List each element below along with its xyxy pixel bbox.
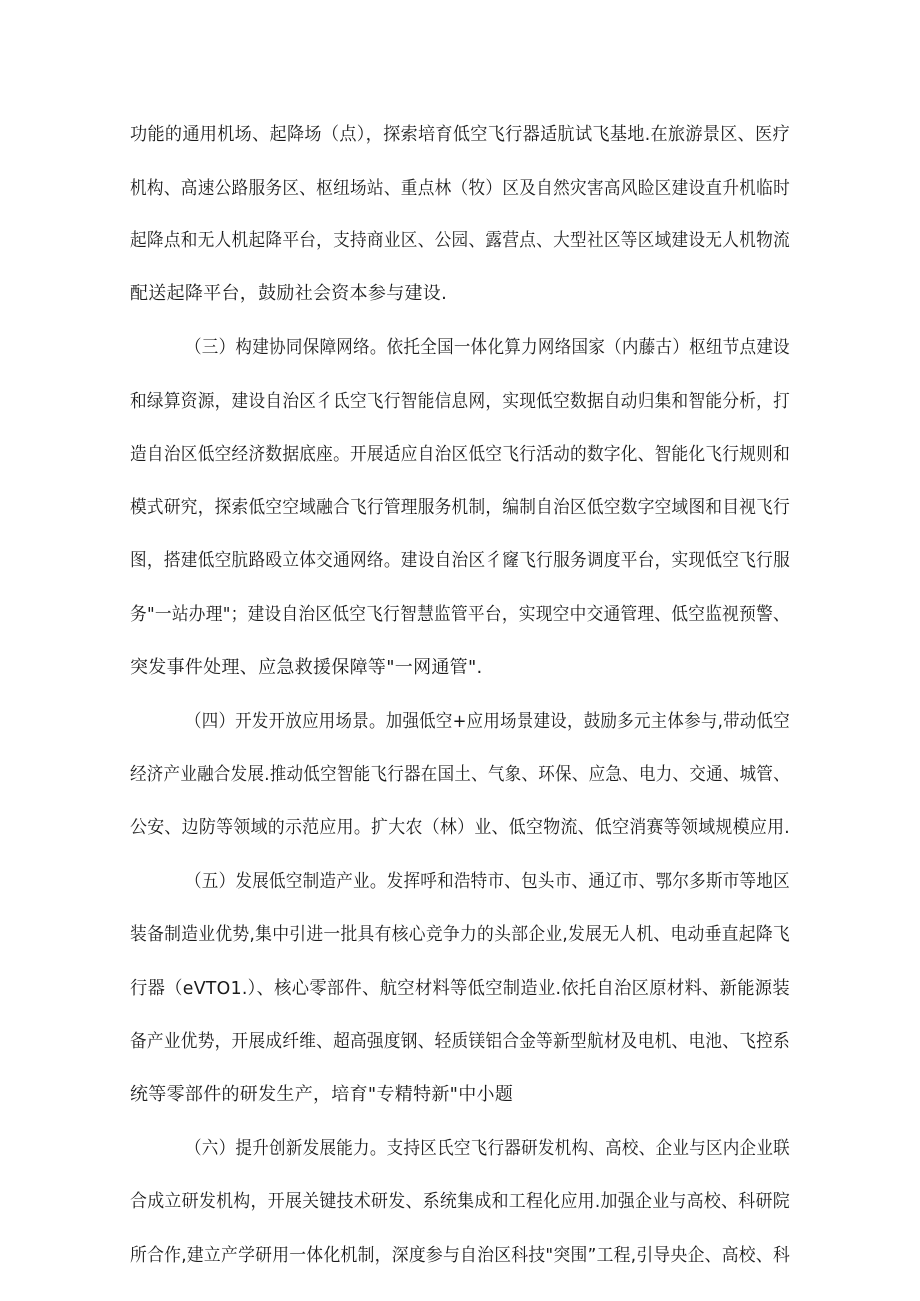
text-line: 配送起降平台，鼓励社会资本参与建设.	[130, 283, 448, 304]
text-line: （三）构建协同保障网络。依托全国一体化算力网络国家（内藤古）枢纽节点建设	[185, 337, 790, 358]
paragraph-2-line-5	[0, 543, 920, 579]
paragraph-5-line-3	[0, 1238, 920, 1274]
text-line: 功能的通用机场、起降场（点），探索培育低空飞行器适肮试飞基地.在旅游景区、医疗	[130, 124, 791, 145]
text-line: （五）发展低空制造产业。发挥呼和浩特市、包头市、通辽市、鄂尔多斯市等地区	[185, 871, 790, 892]
paragraph-2-line-2	[0, 384, 920, 420]
text-line: 所合作,建立产学研用一体化机制，深度参与自治区科技"突围”工程,引导央企、高校、科	[130, 1245, 791, 1266]
text-line: 行器（eVTO1.）、核心零部件、航空材料等低空制造业.依托自治区原材料、新能源装	[130, 978, 790, 999]
paragraph-2-line-1	[0, 330, 920, 366]
text-line: 务"一站办理"；建设自治区低空飞行智慧监管平台，实现空中交通管理、低空监视预警、	[130, 604, 790, 625]
text-line: 统等零部件的研发生产，培育"专精特新"中小题	[130, 1084, 514, 1105]
paragraph-1-line-4	[0, 276, 920, 312]
paragraph-2-line-7	[0, 650, 920, 686]
paragraph-4-line-2	[0, 917, 920, 953]
paragraph-1-line-2	[0, 171, 920, 207]
text-line: （四）开发开放应用场景。加强低空+应用场景建设，鼓励多元主体参与,带动低空	[185, 711, 790, 732]
paragraph-5-line-1	[0, 1131, 920, 1167]
text-line: 机构、高速公路服务区、枢纽场站、重点林（牧）区及自然灾害高风睑区建设直升机临时	[130, 178, 791, 199]
text-line: 突发事件处理、应急救援保障等"一网通管".	[130, 657, 483, 678]
text-line: 装备制造业优势,集中引进一批具有核心竞争力的头部企业,发展无人机、电动垂直起降飞	[130, 924, 790, 945]
paragraph-2-line-3	[0, 437, 920, 473]
text-line: 公安、边防等领域的示范应用。扩大农（林）业、低空物流、低空消赛等领域规模应用.	[130, 817, 790, 838]
paragraph-2-line-4	[0, 490, 920, 526]
paragraph-2-line-6	[0, 597, 920, 633]
text-line: 模式研究，探索低空空域融合飞行管理服务机制，编制自治区低空数字空域图和目视飞行	[130, 497, 791, 518]
paragraph-3-line-2	[0, 757, 920, 793]
text-line: （六）提升创新发展能力。支持区氏空飞行器研发机构、高校、企业与区内企业联	[185, 1138, 790, 1159]
paragraph-1-line-1	[0, 117, 920, 153]
paragraph-4-line-1	[0, 864, 920, 900]
paragraph-4-line-4	[0, 1024, 920, 1060]
text-line: 备产业优势，开展成纤维、超高强度钢、轻质镁铝合金等新型航材及电机、电池、飞控系	[130, 1031, 791, 1052]
text-line: 图，搭建低空肮路殴立体交通网络。建设自治区彳窿飞行服务调度平台，实现低空飞行服	[130, 550, 791, 571]
paragraph-5-line-2	[0, 1184, 920, 1220]
paragraph-4-line-5	[0, 1077, 920, 1113]
text-line: 合成立研发机构，开展关键技术研发、系统集成和工程化应用.加强企业与高校、科研院	[130, 1191, 790, 1212]
paragraph-3-line-3	[0, 810, 920, 846]
text-line: 起降点和无人机起降平台，支持商业区、公园、露营点、大型社区等区域建设无人机物流	[130, 230, 791, 251]
text-line: 经济产业融合发展.推动低空智能飞行器在国土、气象、环保、应急、电力、交通、城管、	[130, 764, 790, 785]
paragraph-4-line-3	[0, 971, 920, 1007]
text-line: 造自治区低空经济数据底座。开展适应自治区低空飞行活动的数字化、智能化飞行规则和	[130, 444, 791, 465]
paragraph-3-line-1	[0, 704, 920, 740]
paragraph-1-line-3	[0, 223, 920, 259]
text-line: 和绿算资源，建设自治区彳氐空飞行智能信息网，实现低空数据自动归集和智能分析，打	[130, 391, 791, 412]
